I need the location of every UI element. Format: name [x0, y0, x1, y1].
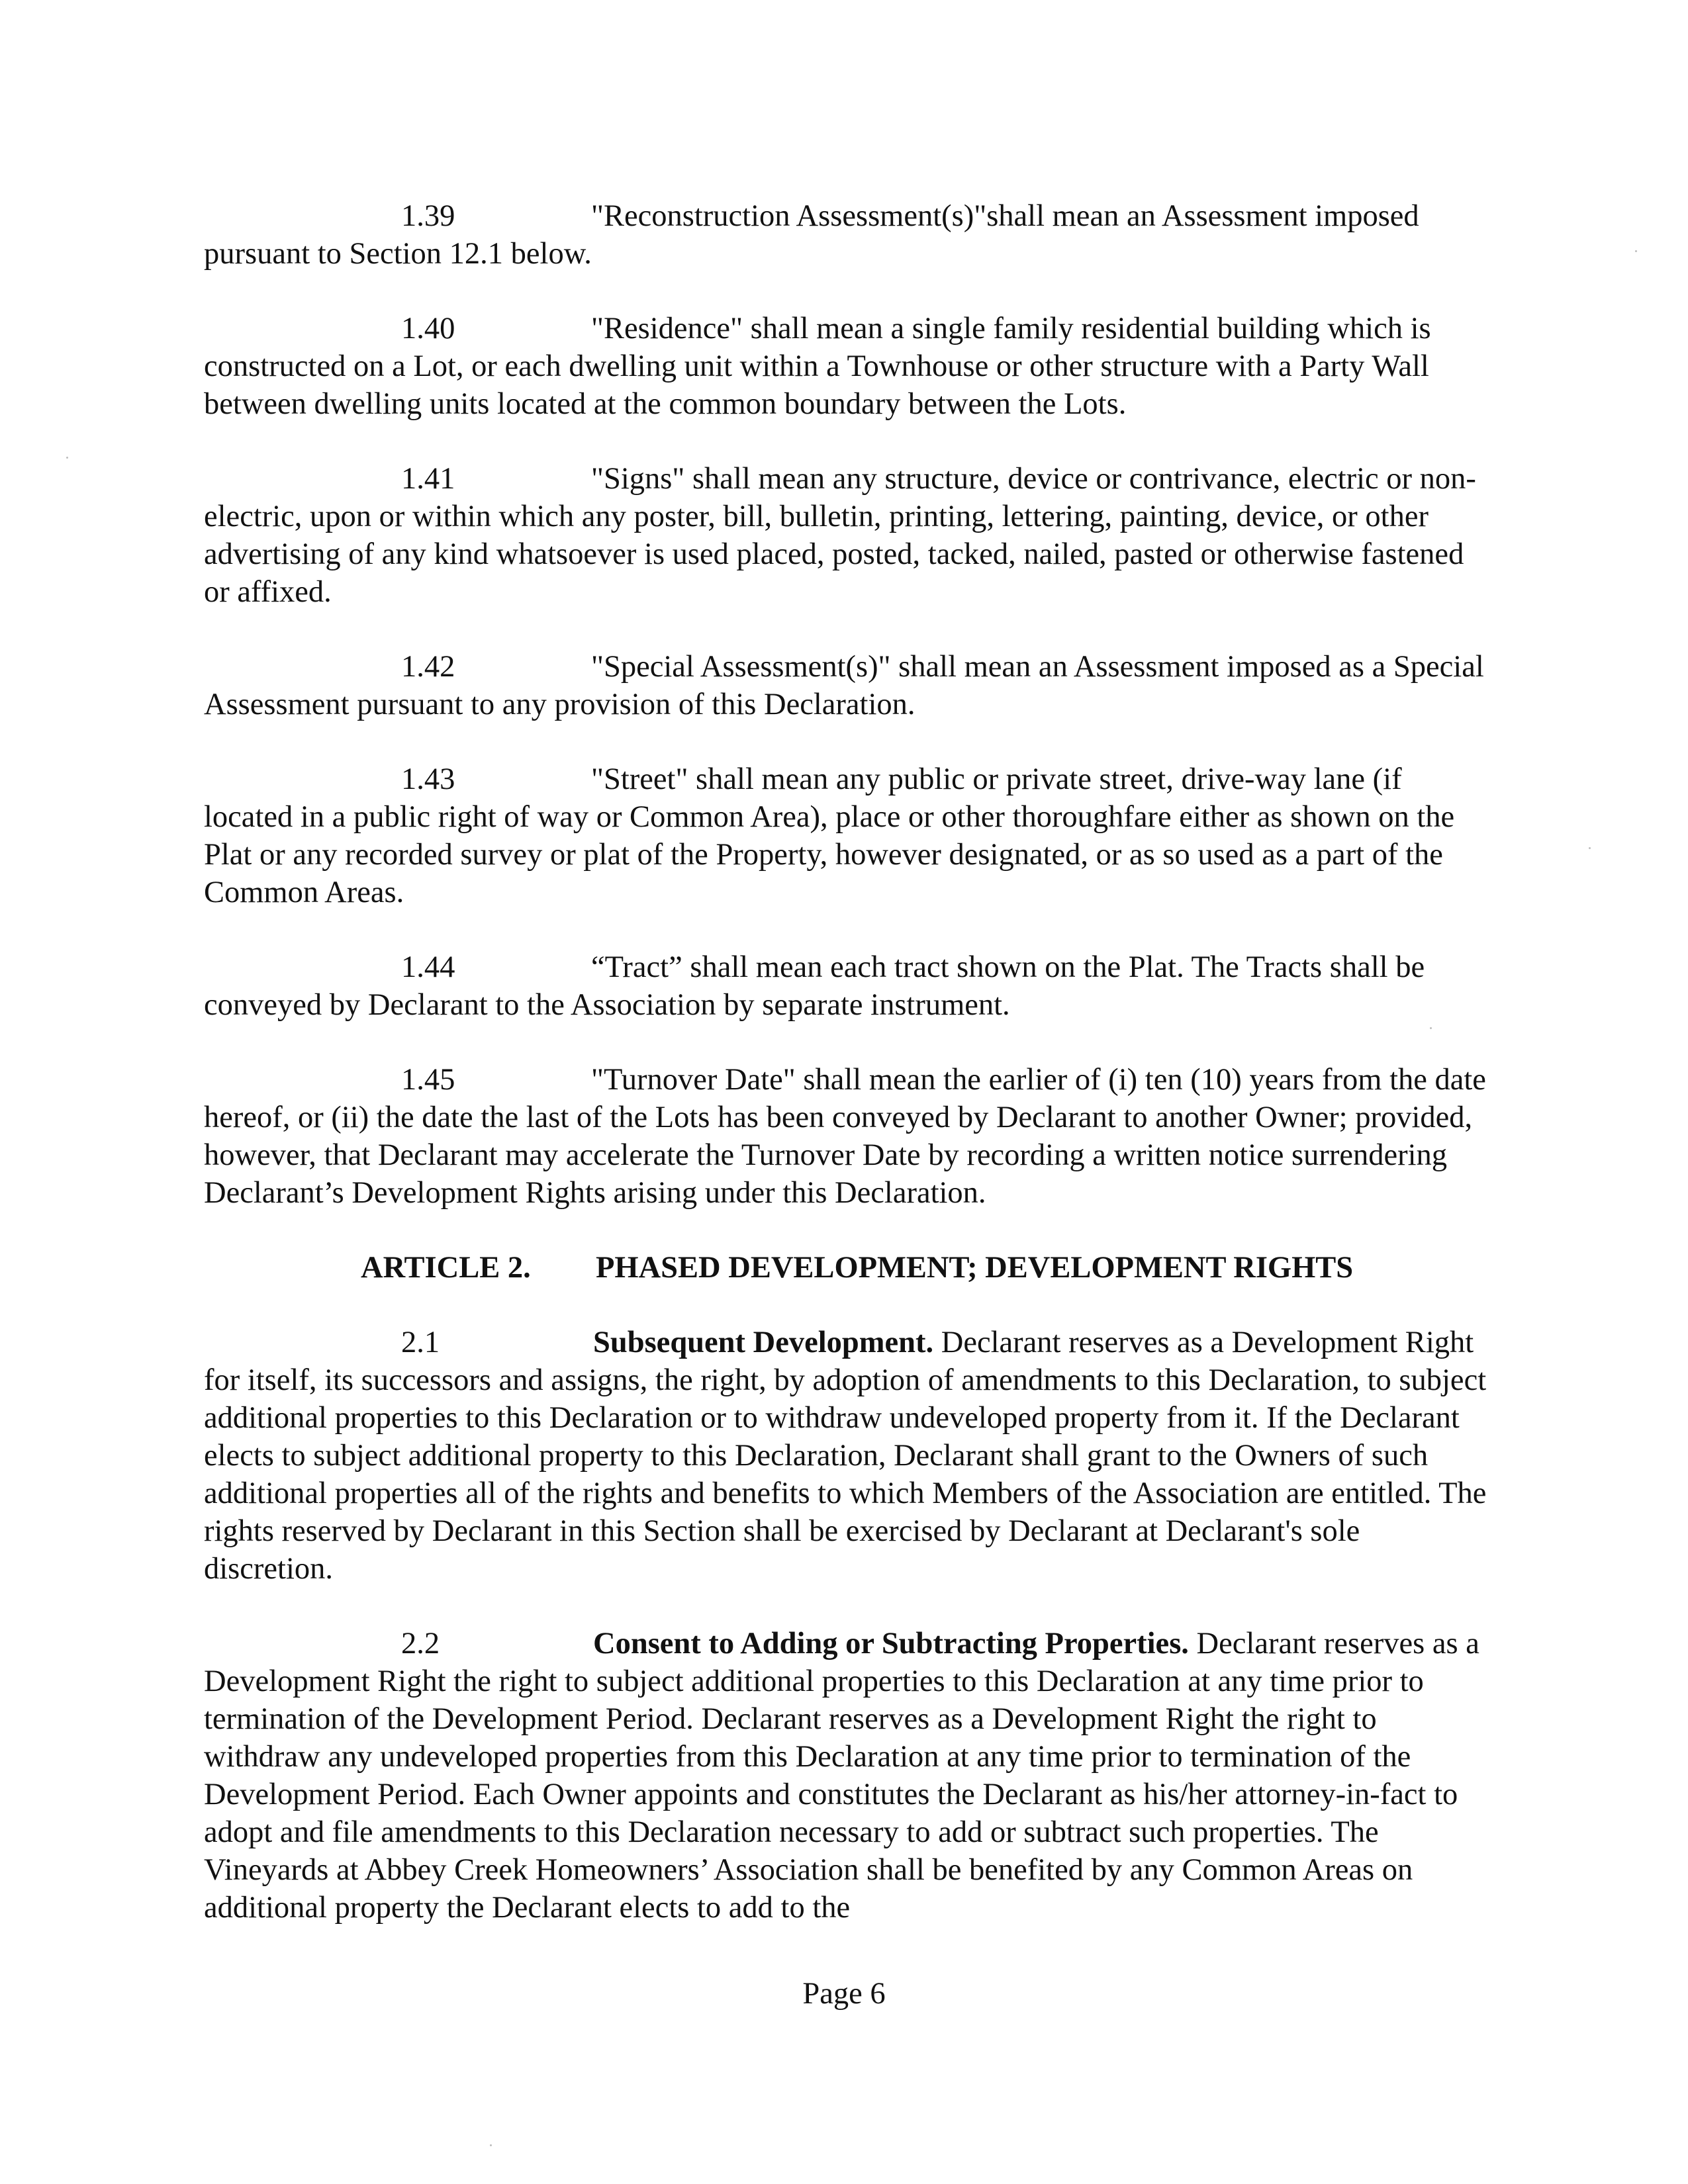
definition-text: "Turnover Date" shall mean the earlier of (i) ten (10) years from the date hereof, or (ii) the date the last of the Lots has been conveyed by Declarant to another Owner; provided, however, that Declarant may accelerate the Turnover Date by recording a written notice surrendering Declarant’s Development Rights arising under this Declaration.: [204, 1063, 1486, 1210]
section-number: 1.41: [401, 462, 455, 496]
definition-1-45: [204, 1061, 1491, 1212]
section-2-1: 2.1 Subsequent Development. Declarant reserves as a Development Right for itself, its successors and assigns, the right, by adoption of amendments to this Declaration, to subject additional properties to this Declaration or to withdraw undeveloped property from it. If the Declarant elects to subject additional property to this Declaration, Declarant shall grant to the Owners of such additional properties all of the rights and benefits to which Members of the Association are entitled. The rights reserved by Declarant in this Section shall be exercised by Declarant at Declarant's sole discretion.: [204, 1324, 1491, 1588]
section-number: 1.40: [401, 312, 455, 345]
definition-1-43: [204, 760, 1491, 911]
definition-1-41: [204, 460, 1491, 611]
section-title: Subsequent Development: [593, 1326, 926, 1359]
definition-1-42: [204, 648, 1491, 723]
section-number: 2.1: [401, 1326, 440, 1359]
page-number: Page 6: [802, 1977, 886, 2011]
section-text: Declarant reserves as a Development Right for itself, its successors and assigns, the right, by adoption of amendments to this Declaration, to subject additional properties to this Declaration or to withdraw undeveloped property from it. If the Declarant elects to subject additional property to this Declaration, Declarant shall grant to the Owners of such additional properties all of the rights and benefits to which Members of the Association are entitled. The rights reserved by Declarant in this Section shall be exercised by Declarant at Declarant's sole discretion.: [204, 1326, 1487, 1586]
section-title: Consent to Adding or Subtracting Properties: [593, 1627, 1182, 1661]
section-number: 1.39: [401, 199, 455, 233]
definition-text: "Signs" shall mean any structure, device or contrivance, electric or non-electric, upon or within which any poster, bill, bulletin, printing, lettering, painting, device, or other advertising of any kind whatsoever is used placed, posted, tacked, nailed, pasted or otherwise fastened or affixed.: [204, 462, 1476, 609]
scan-speck: [490, 2144, 492, 2146]
article-label: ARTICLE 2.: [361, 1251, 531, 1285]
article-title: PHASED DEVELOPMENT; DEVELOPMENT RIGHTS: [596, 1251, 1354, 1285]
section-number: 1.43: [401, 762, 455, 796]
scan-speck: [1430, 1027, 1432, 1029]
section-number: 1.42: [401, 650, 455, 684]
definition-text: "Residence" shall mean a single family residential building which is constructed on a Lot, or each dwelling unit within a Townhouse or other structure with a Party Wall between dwelling units located at the common boundary between the Lots.: [204, 312, 1431, 421]
section-text: Declarant reserves as a Development Right the right to subject additional properties to this Declaration at any time prior to termination of the Development Period. Declarant reserves as a Development Right the right to withdraw any undeveloped properties from this Declaration at any time prior to termination of the Development Period. Each Owner appoints and constitutes the Declarant as his/her attorney-in-fact to adopt and file amendments to this Declaration necessary to add or subtract such properties. The Vineyards at Abbey Creek Homeowners’ Association shall be benefited by any Common Areas on additional property the Declarant elects to add to the: [204, 1627, 1479, 1925]
definition-1-44: [204, 948, 1491, 1024]
article-heading: [204, 1249, 1491, 1287]
section-number: 1.45: [401, 1063, 455, 1097]
section-number: 1.44: [401, 950, 455, 984]
definition-text: “Tract” shall mean each tract shown on the Plat. The Tracts shall be conveyed by Declarant to the Association by separate instrument.: [204, 950, 1425, 1022]
scan-speck: [1635, 250, 1637, 252]
page-body: [204, 197, 1491, 1964]
scan-speck: [1589, 847, 1591, 849]
definition-text: "Special Assessment(s)" shall mean an Assessment imposed as a Special Assessment pursuant to any provision of this Declaration.: [204, 650, 1484, 721]
definition-1-39: [204, 197, 1491, 273]
definition-text: "Street" shall mean any public or private street, drive-way lane (if located in a public right of way or Common Area), place or other thoroughfare either as shown on the Plat or any recorded survey or plat of the Property, however designated, or as so used as a part of the Common Areas.: [204, 762, 1455, 909]
definition-text: "Reconstruction Assessment(s)"shall mean an Assessment imposed pursuant to Section 12.1 below.: [204, 199, 1419, 271]
scan-speck: [66, 457, 68, 459]
definition-1-40: [204, 310, 1491, 423]
section-2-2: 2.2 Consent to Adding or Subtracting Properties. Declarant reserves as a Development Right the right to subject additional properties to this Declaration at any time prior to termination of the Development Period. Declarant reserves as a Development Right the right to withdraw any undeveloped properties from this Declaration at any time prior to termination of the Development Period. Each Owner appoints and constitutes the Declarant as his/her attorney-in-fact to adopt and file amendments to this Declaration necessary to add or subtract such properties. The Vineyards at Abbey Creek Homeowners’ Association shall be benefited by any Common Areas on additional property the Declarant elects to add to the: [204, 1625, 1491, 1927]
section-number: 2.2: [401, 1627, 440, 1661]
